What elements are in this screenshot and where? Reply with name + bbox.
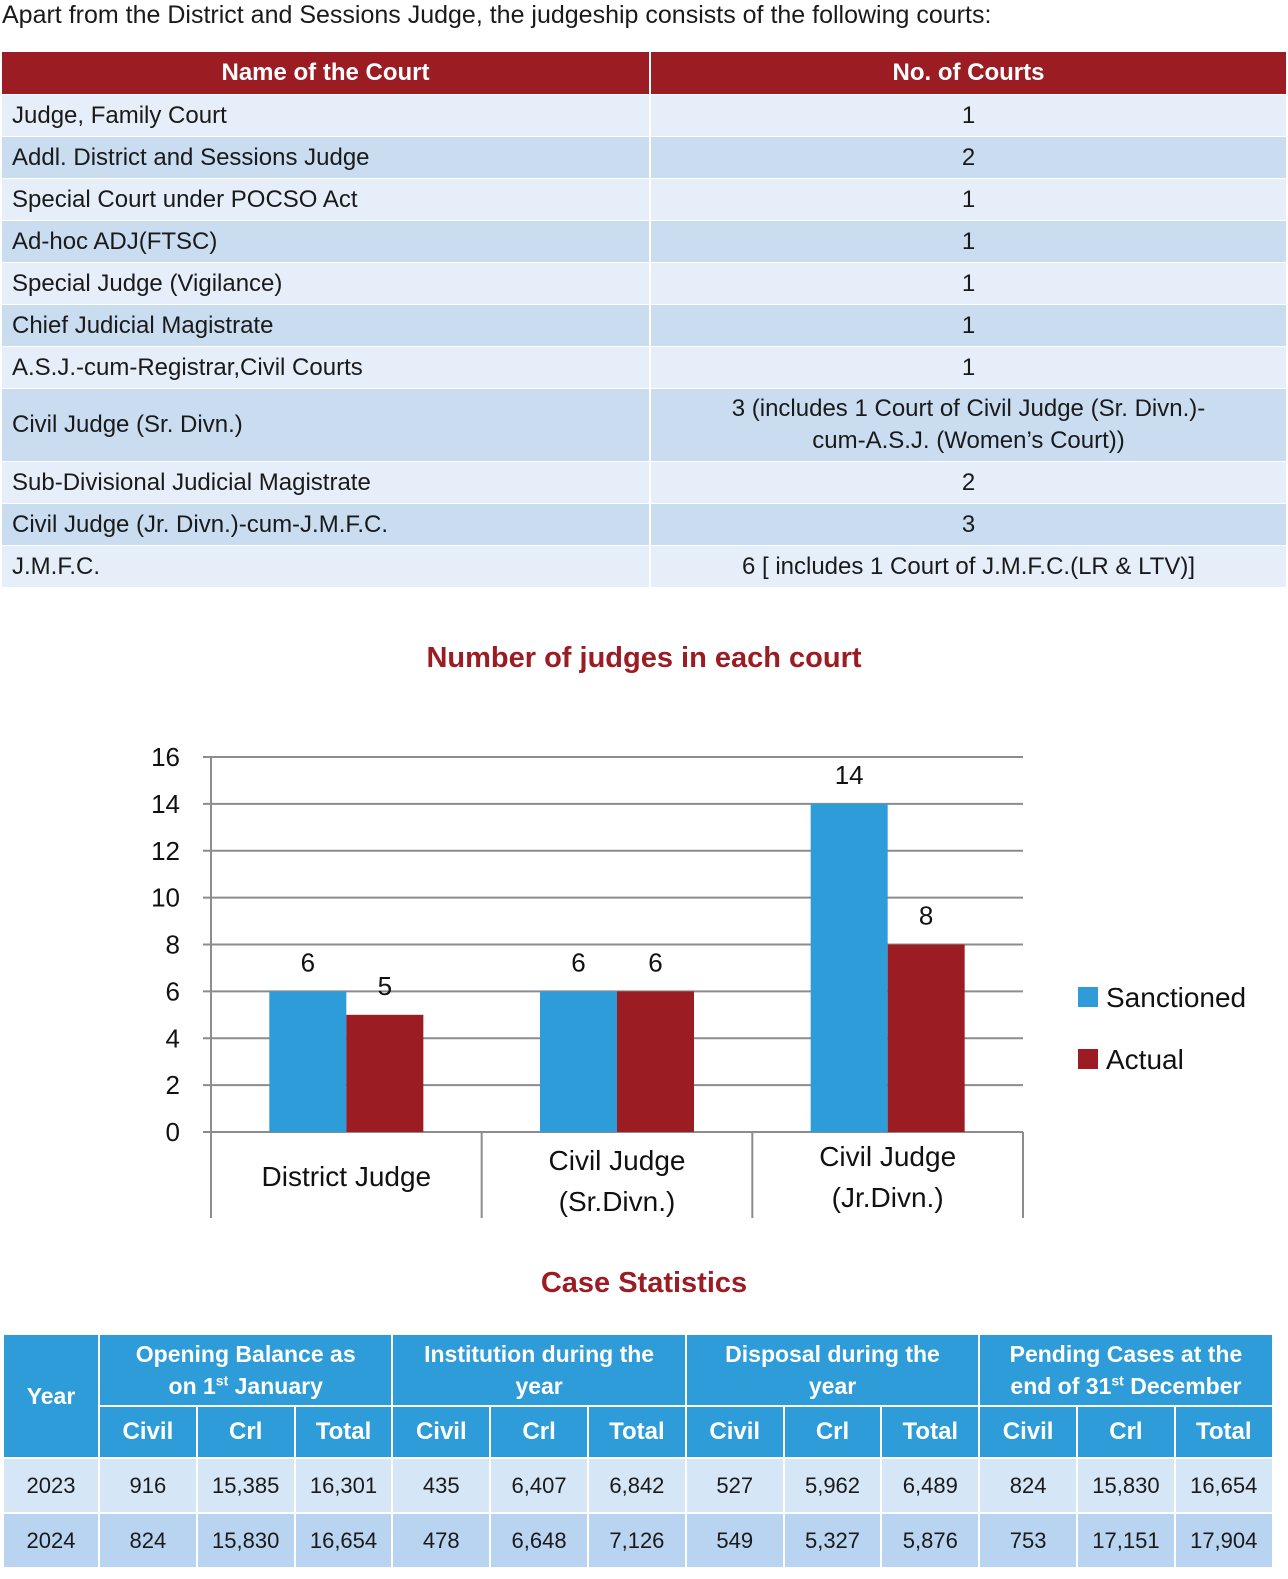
- court-name: J.M.F.C.: [2, 546, 650, 588]
- stat-cell: 478: [392, 1513, 490, 1568]
- legend-label: Sanctioned: [1106, 982, 1247, 1013]
- x-tick-label: (Sr.Divn.): [558, 1186, 676, 1217]
- subheader-total: Total: [1175, 1406, 1273, 1458]
- ordinal-suffix: st: [1111, 1372, 1124, 1389]
- stats-header-row: [3, 1334, 1273, 1406]
- y-tick-label: 14: [151, 788, 180, 819]
- group-header-institution: [392, 1334, 685, 1406]
- stat-cell: 15,385: [197, 1458, 295, 1513]
- stat-cell: 435: [392, 1458, 490, 1513]
- y-tick-label: 12: [151, 835, 180, 866]
- table-row: [2, 504, 1286, 546]
- court-name-header: Name of the Court: [2, 52, 650, 95]
- stat-cell: 5,327: [784, 1513, 882, 1568]
- legend-swatch-sanctioned: [1078, 987, 1098, 1007]
- bar-actual: [617, 991, 694, 1132]
- data-label: 14: [834, 759, 864, 790]
- court-name: Ad-hoc ADJ(FTSC): [2, 221, 650, 263]
- court-name: Judge, Family Court: [2, 95, 650, 137]
- subheader-crl: Crl: [490, 1406, 588, 1458]
- intro-text: Apart from the District and Sessions Judge, the judgeship consists of the following courts:: [2, 1, 992, 29]
- table-row: [2, 95, 1286, 137]
- stat-cell: 6,489: [881, 1458, 979, 1513]
- data-label: 6: [648, 947, 663, 978]
- court-count: 3: [650, 504, 1286, 546]
- stats-title: Case Statistics: [540, 1267, 748, 1299]
- stat-cell: 824: [99, 1513, 197, 1568]
- court-count-line1: 3 (includes 1 Court of Civil Judge (Sr. Divn.)-: [731, 395, 1206, 422]
- y-tick-label: 10: [151, 882, 180, 913]
- group-header-line1: Opening Balance as: [135, 1341, 356, 1367]
- stat-cell: 5,962: [784, 1458, 882, 1513]
- y-tick-label: 0: [165, 1117, 180, 1147]
- case-statistics-table: [2, 1333, 1274, 1569]
- subheader-civil: Civil: [392, 1406, 490, 1458]
- court-name: Addl. District and Sessions Judge: [2, 137, 650, 179]
- court-count: 1: [650, 95, 1286, 137]
- subheader-crl: Crl: [197, 1406, 295, 1458]
- court-count: 2: [650, 137, 1286, 179]
- court-count: 1: [650, 347, 1286, 389]
- table-row: [2, 305, 1286, 347]
- chart-title: Number of judges in each court: [426, 642, 862, 674]
- y-tick-label: 6: [165, 976, 180, 1007]
- stat-cell: 549: [686, 1513, 784, 1568]
- table-row: [2, 137, 1286, 179]
- stat-cell: 6,407: [490, 1458, 588, 1513]
- bar-sanctioned: [811, 804, 888, 1132]
- table-row: [3, 1458, 1273, 1513]
- subheader-total: Total: [295, 1406, 393, 1458]
- court-name: A.S.J.-cum-Registrar,Civil Courts: [2, 347, 650, 389]
- group-header-line2: end of 31: [1010, 1373, 1112, 1399]
- bar-sanctioned: [540, 991, 617, 1132]
- bar-actual: [346, 1015, 423, 1132]
- x-tick-label: District Judge: [261, 1161, 432, 1192]
- stat-cell: 6,648: [490, 1513, 588, 1568]
- subheader-civil: Civil: [686, 1406, 784, 1458]
- group-header-disposal: [686, 1334, 979, 1406]
- bar-chart: [0, 735, 1288, 1235]
- ordinal-suffix: st: [215, 1372, 229, 1389]
- stat-cell: 16,654: [1175, 1458, 1273, 1513]
- subheader-civil: Civil: [979, 1406, 1077, 1458]
- subheader-crl: Crl: [784, 1406, 882, 1458]
- table-row: [2, 389, 1286, 462]
- stat-cell: 17,904: [1175, 1513, 1273, 1568]
- stat-cell: 916: [99, 1458, 197, 1513]
- data-label: 5: [377, 970, 393, 1001]
- y-tick-label: 8: [165, 929, 180, 960]
- group-header-line2: year: [808, 1373, 857, 1399]
- table-row: [2, 546, 1286, 588]
- subheader-total: Total: [588, 1406, 686, 1458]
- legend-label: Actual: [1106, 1044, 1184, 1075]
- legend-swatch-actual: [1078, 1049, 1098, 1069]
- stat-cell: 15,830: [197, 1513, 295, 1568]
- court-count: 1: [650, 179, 1286, 221]
- court-count: 1: [650, 263, 1286, 305]
- data-label: 6: [300, 947, 316, 978]
- stat-cell: 527: [686, 1458, 784, 1513]
- court-count: [650, 389, 1286, 462]
- y-tick-label: 4: [165, 1023, 180, 1054]
- court-name: Sub-Divisional Judicial Magistrate: [2, 462, 650, 504]
- data-label: 8: [918, 900, 934, 931]
- court-name: Civil Judge (Sr. Divn.): [2, 389, 650, 462]
- table-row: [2, 179, 1286, 221]
- court-count: 6 [ includes 1 Court of J.M.F.C.(LR & LTV)]: [650, 546, 1286, 588]
- group-header-line2-rest: December: [1123, 1373, 1242, 1399]
- stat-cell: 16,301: [295, 1458, 393, 1513]
- subheader-civil: Civil: [99, 1406, 197, 1458]
- court-name: Special Judge (Vigilance): [2, 263, 650, 305]
- courts-header-row: [2, 52, 1286, 95]
- group-header-line1: Institution during the: [424, 1341, 655, 1367]
- court-name: Special Court under POCSO Act: [2, 179, 650, 221]
- data-label: 6: [571, 947, 586, 978]
- group-header-pending: [979, 1334, 1272, 1406]
- bar-actual: [888, 945, 965, 1133]
- court-name: Civil Judge (Jr. Divn.)-cum-J.M.F.C.: [2, 504, 650, 546]
- table-row: [2, 462, 1286, 504]
- year-header: Year: [3, 1334, 99, 1458]
- stat-cell: 6,842: [588, 1458, 686, 1513]
- y-tick-label: 16: [151, 742, 180, 772]
- stat-cell: 753: [979, 1513, 1077, 1568]
- y-tick-label: 2: [165, 1070, 180, 1101]
- stat-cell: 15,830: [1077, 1458, 1175, 1513]
- group-header-line1: Disposal during the: [725, 1341, 940, 1367]
- court-name: Chief Judicial Magistrate: [2, 305, 650, 347]
- x-tick-label: Civil Judge: [819, 1141, 957, 1172]
- group-header-line2: on 1: [168, 1373, 216, 1399]
- court-count: 1: [650, 305, 1286, 347]
- court-count-line2: cum-A.S.J. (Women’s Court)): [812, 427, 1125, 454]
- group-header-line2: year: [515, 1373, 563, 1399]
- court-count: 2: [650, 462, 1286, 504]
- subheader-total: Total: [881, 1406, 979, 1458]
- group-header-line1: Pending Cases at the: [1009, 1341, 1243, 1367]
- table-row: [2, 221, 1286, 263]
- stat-cell: 824: [979, 1458, 1077, 1513]
- table-row: [2, 263, 1286, 305]
- bar-sanctioned: [269, 991, 346, 1132]
- x-tick-label: Civil Judge: [548, 1145, 686, 1176]
- group-header-opening: [99, 1334, 392, 1406]
- stats-subheader-row: [3, 1406, 1273, 1458]
- court-count-header: No. of Courts: [650, 52, 1286, 95]
- table-row: [2, 347, 1286, 389]
- court-count: 1: [650, 221, 1286, 263]
- subheader-crl: Crl: [1077, 1406, 1175, 1458]
- group-header-line2-rest: January: [228, 1373, 323, 1399]
- courts-table: [2, 52, 1286, 587]
- year-cell: 2023: [3, 1458, 99, 1513]
- x-tick-label: (Jr.Divn.): [831, 1182, 944, 1213]
- stat-cell: 7,126: [588, 1513, 686, 1568]
- year-cell: 2024: [3, 1513, 99, 1568]
- stat-cell: 16,654: [295, 1513, 393, 1568]
- stat-cell: 5,876: [881, 1513, 979, 1568]
- table-row: [3, 1513, 1273, 1568]
- stat-cell: 17,151: [1077, 1513, 1175, 1568]
